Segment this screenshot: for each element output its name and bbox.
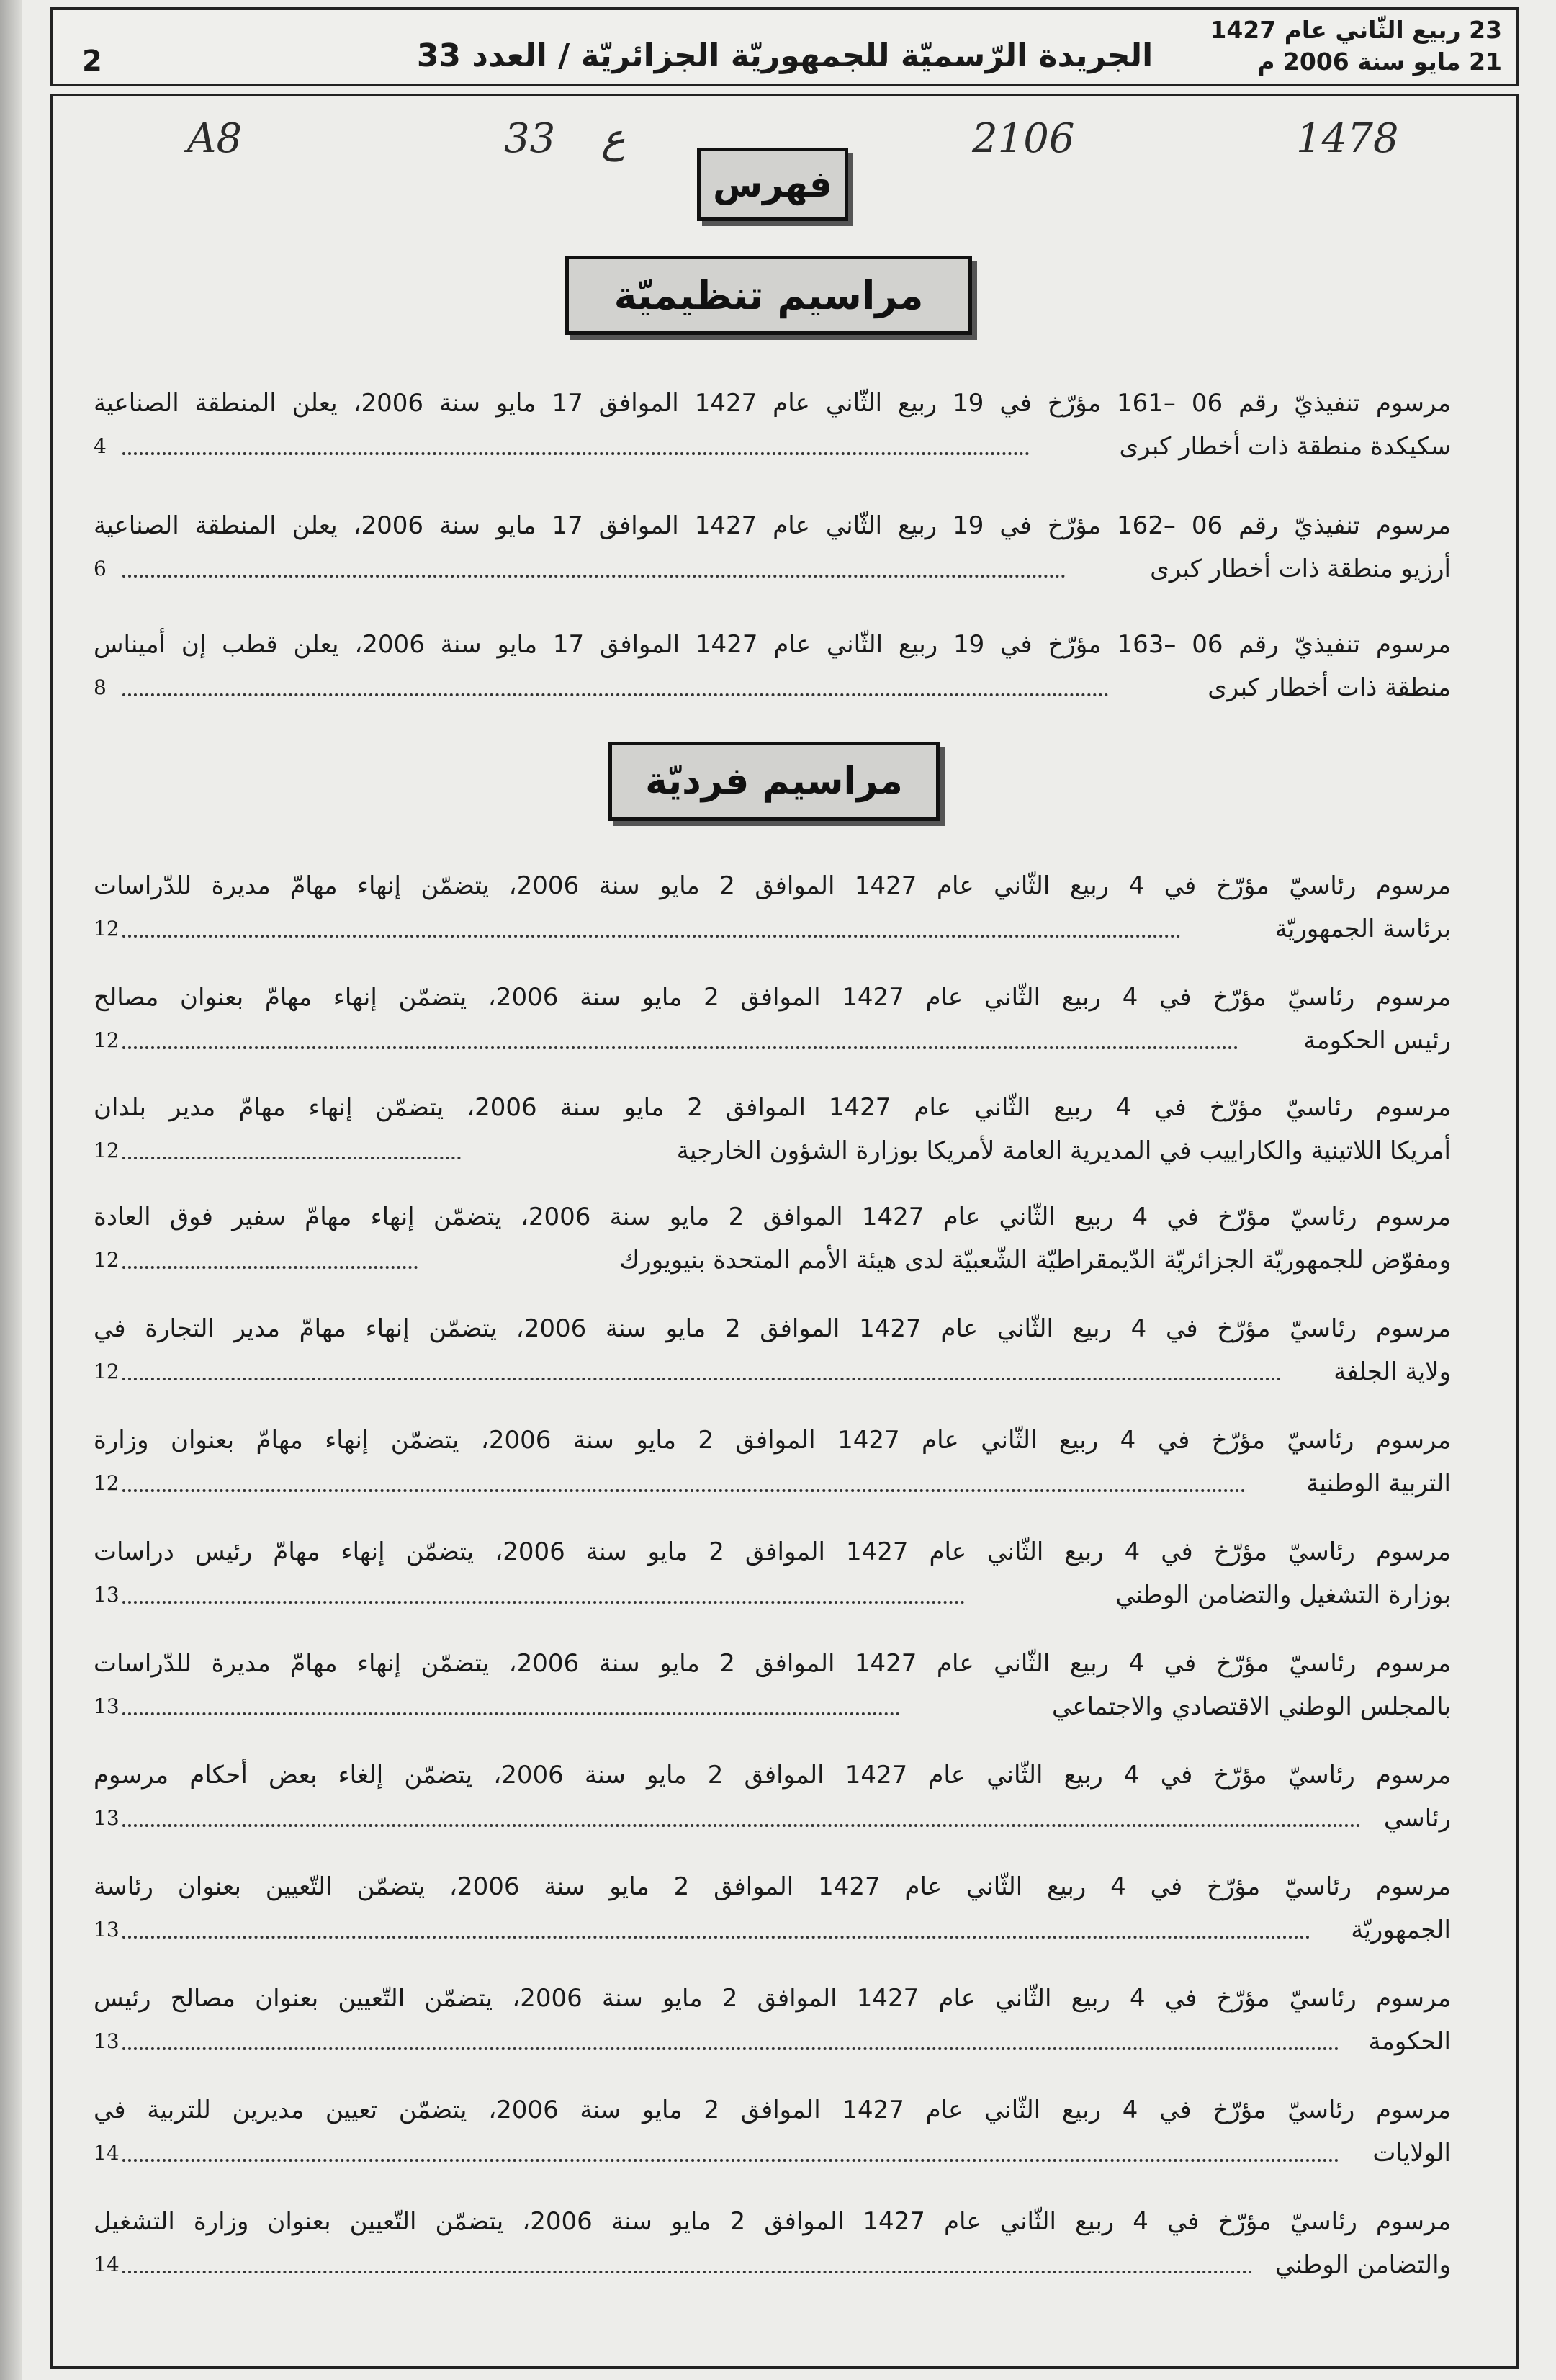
page-binding-edge <box>0 0 22 2380</box>
page-ref: 14 <box>94 2253 120 2276</box>
index-entry: مرسوم رئاسيّ مؤرّخ في 4 ربيع الثّاني عام 1427 الموافق 2 مايو سنة 2006، يتضمّن تعيين مديرين للتربية في 14 الولايات <box>94 2088 1451 2175</box>
index-entry: مرسوم رئاسيّ مؤرّخ في 4 ربيع الثّاني عام 1427 الموافق 2 مايو سنة 2006، يتضمّن إنهاء مهامّ مدير التجارة في 12 ولاية الجلفة <box>94 1307 1451 1393</box>
handwritten-note: A8 <box>187 115 243 162</box>
leader-dots <box>122 2047 1339 2050</box>
index-entry: مرسوم رئاسيّ مؤرّخ في 4 ربيع الثّاني عام 1427 الموافق 2 مايو سنة 2006، يتضمّن إنهاء مهامّ مدير بلدان 12 أمريكا اللاتينية والكاراييب في المديرية العامة لأمريكا بوزارة الشؤون الخارجية <box>94 1086 1451 1172</box>
leader-dots <box>122 1601 965 1604</box>
index-entry: مرسوم رئاسيّ مؤرّخ في 4 ربيع الثّاني عام 1427 الموافق 2 مايو سنة 2006، يتضمّن إنهاء مهامّ بعنوان وزارة 12 التربية الوطنية <box>94 1419 1451 1505</box>
index-entry: مرسوم رئاسيّ مؤرّخ في 4 ربيع الثّاني عام 1427 الموافق 2 مايو سنة 2006، يتضمّن إنهاء مهامّ سفير فوق العادة 12 ومفوّض للجمهوريّة الجزائريّة الدّيمقراطيّة الشّعبيّة لدى هيئة الأمم المتحدة بنيويورك <box>94 1195 1451 1282</box>
hijri-date: 23 ربيع الثّاني عام 1427 <box>1210 16 1502 44</box>
index-entry: مرسوم رئاسيّ مؤرّخ في 4 ربيع الثّاني عام 1427 الموافق 2 مايو سنة 2006، يتضمّن إنهاء مهامّ مديرة للدّراسات 13 بالمجلس الوطني الاقتصادي والاجتماعي <box>94 1642 1451 1728</box>
index-entry: مرسوم رئاسيّ مؤرّخ في 4 ربيع الثّاني عام 1427 الموافق 2 مايو سنة 2006، يتضمّن التّعيين بعنوان وزارة التشغيل 14 والتضامن الوطني <box>94 2200 1451 2286</box>
index-entry: مرسوم رئاسيّ مؤرّخ في 4 ربيع الثّاني عام 1427 الموافق 2 مايو سنة 2006، يتضمّن التّعيين بعنوان رئاسة 13 الجمهوريّة <box>94 1865 1451 1952</box>
index-entry: مرسوم تنفيذيّ رقم 06 –161 مؤرّخ في 19 ربيع الثّاني عام 1427 الموافق 17 مايو سنة 2006، يعلن المنطقة الصناعية 4 سكيكدة منطقة ذات أخطار كبرى <box>94 382 1451 468</box>
index-entry: مرسوم تنفيذيّ رقم 06 –162 مؤرّخ في 19 ربيع الثّاني عام 1427 الموافق 17 مايو سنة 2006، يعلن المنطقة الصناعية 6 أرزيو منطقة ذات أخطار كبرى <box>94 504 1451 590</box>
page-ref: 12 <box>94 1139 120 1162</box>
gregorian-date: 21 مايو سنة 2006 م <box>1257 48 1502 76</box>
page-ref: 12 <box>94 1471 120 1495</box>
handwritten-note: 2106 <box>972 115 1075 162</box>
page-ref: 12 <box>94 1248 120 1272</box>
page-ref: 4 <box>94 434 107 458</box>
page-ref: 14 <box>94 2141 120 2165</box>
index-entry: مرسوم رئاسيّ مؤرّخ في 4 ربيع الثّاني عام 1427 الموافق 2 مايو سنة 2006، يتضمّن التّعيين بعنوان مصالح رئيس 13 الحكومة <box>94 1977 1451 2063</box>
handwritten-note: ع <box>601 115 626 162</box>
handwritten-note: 1478 <box>1296 115 1399 162</box>
page-ref: 13 <box>94 1918 120 1941</box>
issue-date <box>1210 14 1502 78</box>
page-ref: 8 <box>94 675 107 699</box>
leader-dots <box>122 693 1109 696</box>
leader-dots <box>122 575 1066 578</box>
page-ref: 12 <box>94 1360 120 1383</box>
leader-dots <box>122 1157 461 1159</box>
index-entry: مرسوم تنفيذيّ رقم 06 –163 مؤرّخ في 19 ربيع الثّاني عام 1427 الموافق 17 مايو سنة 2006، يعلن قطب إن أميناس 8 منطقة ذات أخطار كبرى <box>94 623 1451 709</box>
leader-dots <box>122 1712 900 1715</box>
leader-dots <box>122 1266 418 1269</box>
index-entry: مرسوم رئاسيّ مؤرّخ في 4 ربيع الثّاني عام 1427 الموافق 2 مايو سنة 2006، يتضمّن إلغاء بعض أحكام مرسوم 13 رئاسي <box>94 1753 1451 1840</box>
leader-dots <box>122 1378 1282 1380</box>
leader-dots <box>122 935 1181 938</box>
index-entry: مرسوم رئاسيّ مؤرّخ في 4 ربيع الثّاني عام 1427 الموافق 2 مايو سنة 2006، يتضمّن إنهاء مهامّ بعنوان مصالح 12 رئيس الحكومة <box>94 976 1451 1062</box>
leader-dots <box>122 1936 1310 1939</box>
leader-dots <box>122 2271 1253 2273</box>
gazette-header <box>50 7 1519 86</box>
leader-dots <box>122 1046 1238 1049</box>
page-ref: 12 <box>94 917 120 940</box>
leader-dots <box>122 2159 1339 2162</box>
section-title-individual: مراسيم فرديّة <box>608 742 940 821</box>
page-ref: 13 <box>94 1806 120 1830</box>
handwritten-note: 33 <box>504 115 556 162</box>
page-ref: 12 <box>94 1028 120 1052</box>
index-title: فهرس <box>697 148 848 221</box>
leader-dots <box>122 1824 1361 1827</box>
leader-dots <box>122 452 1030 455</box>
page-ref: 6 <box>94 557 107 580</box>
leader-dots <box>122 1489 1246 1492</box>
index-entry: مرسوم رئاسيّ مؤرّخ في 4 ربيع الثّاني عام 1427 الموافق 2 مايو سنة 2006، يتضمّن إنهاء مهامّ رئيس دراسات 13 بوزارة التشغيل والتضامن الوطني <box>94 1530 1451 1617</box>
section-title-regulatory: مراسيم تنظيميّة <box>565 256 972 335</box>
index-entry: مرسوم رئاسيّ مؤرّخ في 4 ربيع الثّاني عام 1427 الموافق 2 مايو سنة 2006، يتضمّن إنهاء مهامّ مديرة للدّراسات 12 برئاسة الجمهوريّة <box>94 864 1451 951</box>
page-ref: 13 <box>94 2029 120 2053</box>
page-ref: 13 <box>94 1694 120 1718</box>
gazette-title: الجريدة الرّسميّة للجمهوريّة الجزائريّة / العدد 33 <box>416 37 1153 74</box>
page-number: 2 <box>82 45 102 78</box>
page-ref: 13 <box>94 1583 120 1607</box>
